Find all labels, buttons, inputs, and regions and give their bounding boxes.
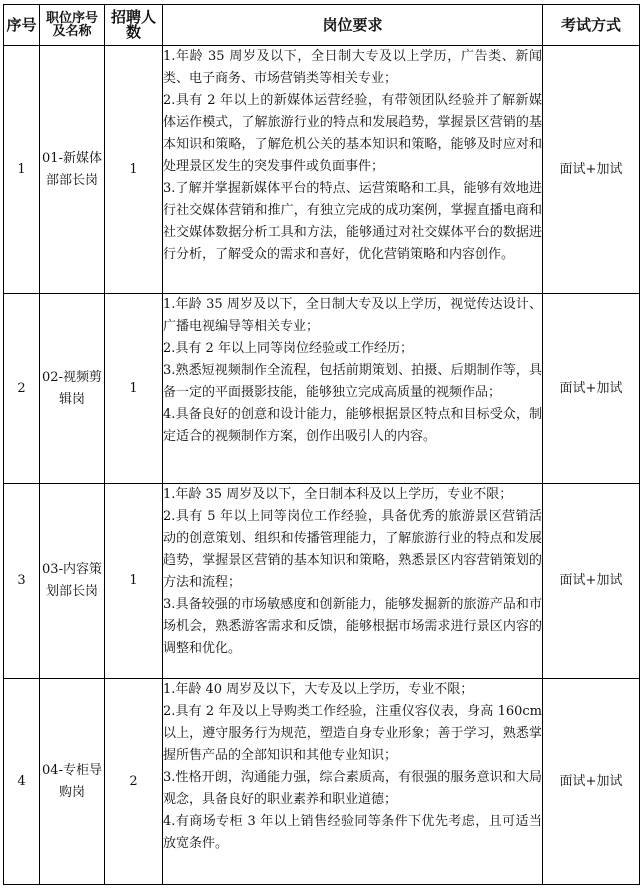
requirement-item: 1.年龄 35 周岁及以下，全日制大专及以上学历，广告类、新闻类、电子商务、市场营销类等相关专业； [163,49,542,86]
requirement-item: 4.有商场专柜 3 年以上销售经验同等条件下优先考虑，且可适当放宽条件。 [163,814,542,851]
recruitment-table [3,4,640,885]
exam-cell: 面试+加试 [543,294,640,484]
requirement-item: 2.具有 5 年以上同等岗位工作经验，具备优秀的旅游景区营销活动的创意策划、组织和传播管理能力，了解旅游行业的特点和发展趋势，掌握景区营销的基本知识和策略，熟悉景区内容营销策划的方法和流程； [163,509,542,590]
post-cell: 04-专柜导购岗 [40,679,105,885]
requirement-item: 3.了解并掌握新媒体平台的特点、运营策略和工具，能够有效地进行社交媒体营销和推广，有独立完成的成功案例，掌握直播电商和社交媒体数据分析工具和方法，能够通过对社交媒体平台的数据进行分析，了解受众的需求和喜好，优化营销策略和内容创作。 [163,181,542,262]
post-cell: 03-内容策划部长岗 [40,484,105,679]
header-requirements: 岗位要求 [163,5,543,46]
post-cell: 02-视频剪辑岗 [40,294,105,484]
requirement-item: 3.具备较强的市场敏感度和创新能力，能够发掘新的旅游产品和市场机会，熟悉游客需求和反馈，能够根据市场需求进行景区内容的调整和优化。 [163,597,542,656]
table-row [4,294,640,484]
seq-cell: 1 [4,46,40,294]
header-count: 招聘人数 [105,5,163,46]
requirement-item: 3.性格开朗，沟通能力强，综合素质高，有很强的服务意识和大局观念，具备良好的职业素养和职业道德； [163,770,542,807]
requirement-item: 2.具有 2 年以上同等岗位经验或工作经历； [163,341,413,356]
requirement-item: 1.年龄 35 周岁及以下，全日制本科及以上学历，专业不限； [163,487,513,502]
table-row [4,484,640,679]
header-post: 职位序号及名称 [40,5,105,46]
exam-cell: 面试+加试 [543,46,640,294]
count-cell: 2 [105,679,163,885]
requirements-cell [163,294,543,484]
requirement-item: 2.具有 2 年及以上导购类工作经验，注重仪容仪表，身高 160cm 以上，遵守服务行为规范，塑造自身专业形象；善于学习，熟悉掌握所售产品的全部知识和其他专业知识； [163,704,542,763]
table-row [4,46,640,294]
table-row [4,679,640,885]
requirements-cell [163,484,543,679]
requirement-item: 1.年龄 40 周岁及以下，大专及以上学历，专业不限； [163,682,474,697]
seq-cell: 2 [4,294,40,484]
requirement-item: 1.年龄 35 周岁及以下，全日制大专及以上学历，视觉传达设计、广播电视编导等相关专业； [163,297,542,334]
count-cell: 1 [105,484,163,679]
seq-cell: 4 [4,679,40,885]
header-seq: 序号 [4,5,40,46]
header-row [4,5,640,46]
header-exam: 考试方式 [543,5,640,46]
requirements-cell [163,679,543,885]
exam-cell: 面试+加试 [543,484,640,679]
requirement-item: 2.具有 2 年以上的新媒体运营经验，有带领团队经验并了解新媒体运作模式，了解旅游行业的特点和发展趋势，掌握景区营销的基本知识和策略，了解危机公关的基本知识和策略，能够及时应对和处理景区发生的突发事件或负面事件； [163,93,542,174]
requirement-item: 3.熟悉短视频制作全流程，包括前期策划、拍摄、后期制作等，具备一定的平面摄影技能，能够独立完成高质量的视频作品； [163,363,542,400]
requirements-cell [163,46,543,294]
exam-cell: 面试+加试 [543,679,640,885]
count-cell: 1 [105,294,163,484]
post-cell: 01-新媒体部部长岗 [40,46,105,294]
requirement-item: 4.具备良好的创意和设计能力，能够根据景区特点和目标受众，制定适合的视频制作方案，创作出吸引人的内容。 [163,407,542,444]
count-cell: 1 [105,46,163,294]
seq-cell: 3 [4,484,40,679]
